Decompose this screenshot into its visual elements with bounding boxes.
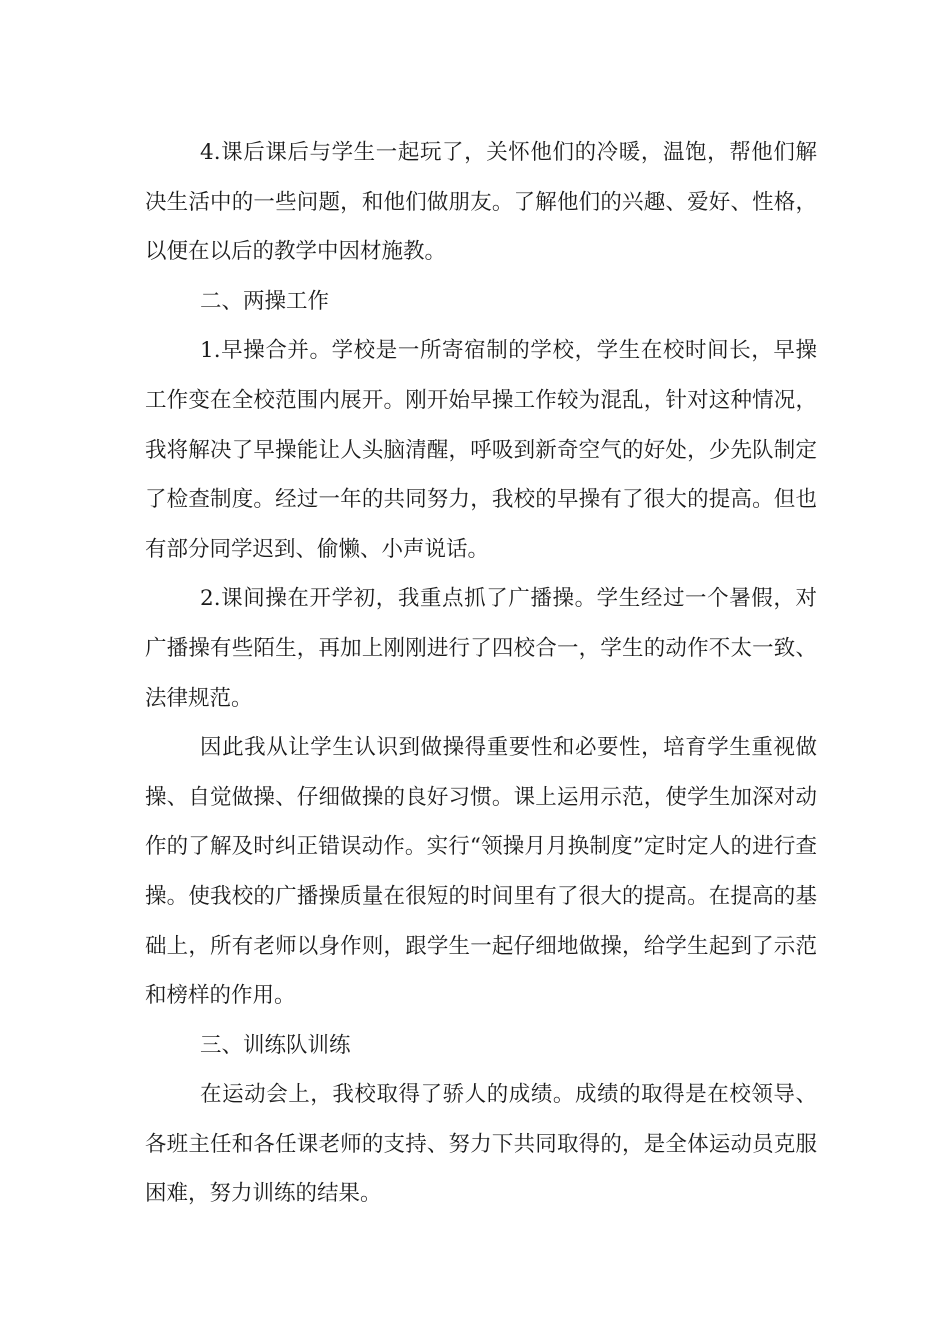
section-heading-team-training: 三、训练队训练 [200,1032,351,1058]
section-heading-two-exercises: 二、两操工作 [200,288,330,314]
paragraph-exercise-habits: 因此我从让学生认识到做操得重要性和必要性，培育学生重视做操、自觉做操、仔细做操的良好习惯。课上运用示范，使学生加深对动作的了解及时纠正错误动作。实行“领操月月换制度”定时定人的进行查操。使我校的广播操质量在很短的时间里有了很大的提高。在提高的基础上，所有老师以身作则，跟学生一起仔细地做操，给学生起到了示范和榜样的作用。 [145,735,817,1009]
paragraph-morning-exercise: 1.早操合并。学校是一所寄宿制的学校，学生在校时间长，早操工作变在全校范围内展开。刚开始早操工作较为混乱，针对这种情况，我将解决了早操能让人头脑清醒，呼吸到新奇空气的好处，少先队制定了检查制度。经过一年的共同努力，我校的早操有了很大的提高。但也有部分同学迟到、偷懒、小声说话。 [145,338,817,562]
paragraph-break-exercise: 2.课间操在开学初，我重点抓了广播操。学生经过一个暑假，对广播操有些陌生，再加上刚刚进行了四校合一，学生的动作不太一致、法律规范。 [145,586,817,711]
document-page [145,128,817,1219]
paragraph-sports-meet-results: 在运动会上，我校取得了骄人的成绩。成绩的取得是在校领导、各班主任和各任课老师的支持、努力下共同取得的，是全体运动员克服困难，努力训练的结果。 [145,1082,817,1207]
paragraph-care-for-students: 4.课后课后与学生一起玩了，关怀他们的冷暖，温饱，帮他们解决生活中的一些问题，和他们做朋友。了解他们的兴趣、爱好、性格，以便在以后的教学中因材施教。 [145,140,817,265]
